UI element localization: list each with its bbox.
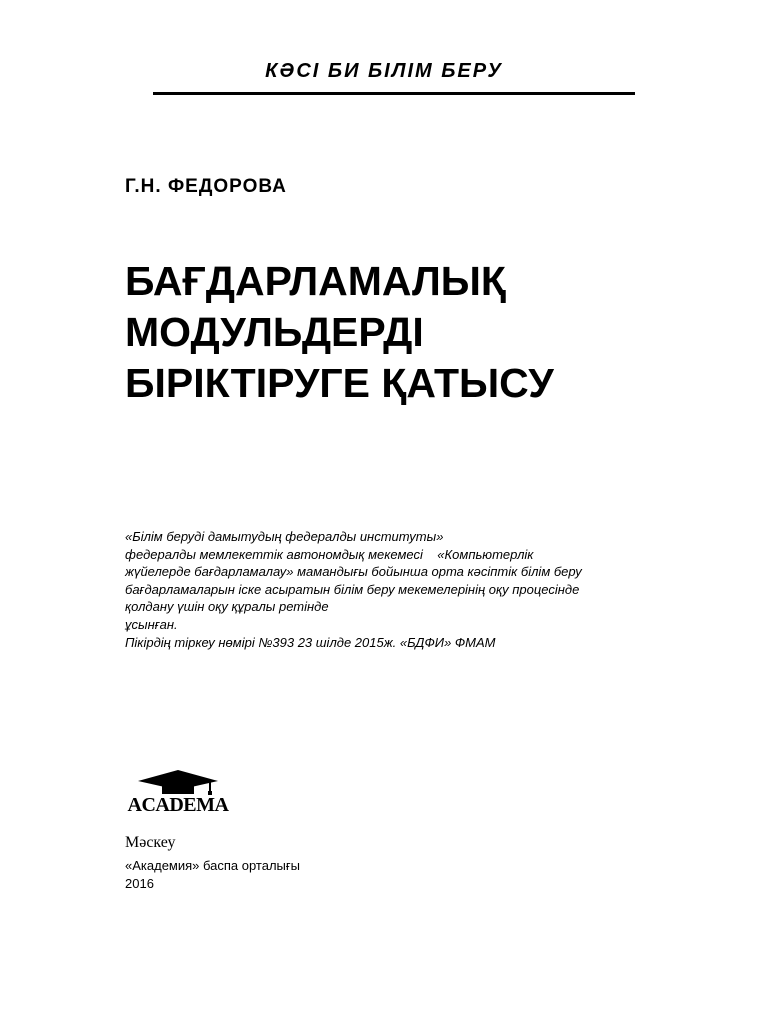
imprint-publisher: «Академия» баспа орталығы [125, 858, 300, 873]
title-line: БІРІКТІРУГЕ ҚАТЫСУ [125, 360, 554, 406]
approval-line: Пікірдің тіркеу нөмірі №393 23 шілде 2015ж. «БДФИ» ФМАМ [125, 634, 496, 650]
approval-line: бағдарламаларын іске асыратын білім беру мекемелерінің оқу процесінде [125, 581, 580, 597]
approval-line: «Білім беруді дамытудың федералды институты» [125, 529, 444, 544]
author-name: Г.Н. ФЕДОРОВА [125, 176, 287, 197]
series-divider [153, 92, 635, 95]
title-line: БАҒДАРЛАМАЛЫҚ [125, 258, 506, 304]
approval-statement [125, 528, 745, 651]
imprint-year: 2016 [125, 876, 154, 891]
imprint-city: Мәскеу [125, 834, 176, 851]
approval-line: федералды мемлекеттік автономдық мекемесі «Компьютерлік [125, 546, 534, 562]
title-line: МОДУЛЬДЕРДІ [125, 309, 424, 355]
book-title [125, 256, 725, 409]
graduation-cap-icon [118, 764, 238, 796]
series-label: КӘСІ БИ БІЛІМ БЕРУ [265, 60, 503, 82]
approval-line: қолдану үшін оқу құралы ретінде [125, 599, 329, 615]
publisher-logo [118, 764, 238, 824]
approval-line: ұсынған. [125, 616, 178, 632]
approval-line: жүйелерде бағдарламалау» мамандығы бойынша орта кәсіптік білім беру [125, 564, 582, 580]
logo-wordmark: ACADEMA [127, 794, 229, 816]
